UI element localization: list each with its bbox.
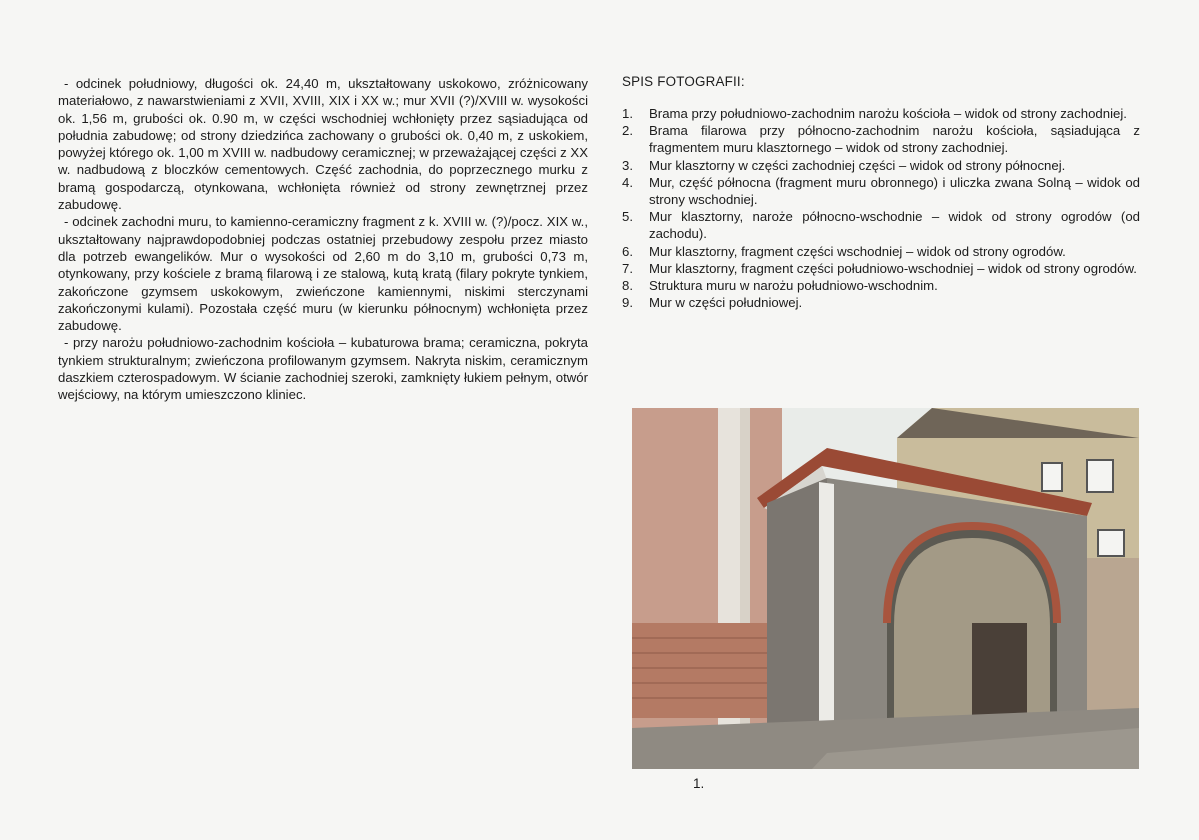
photo-list-column <box>622 74 1140 311</box>
photo-caption: 1. <box>693 776 705 791</box>
paragraph-gate: - przy narożu południowo-zachodnim kościoła – kubaturowa brama; ceramiczna, pokryta tynkiem strukturalnym; zwieńczona profilowanym gzymsem. Nakryta niskim, ceramicznym daszkiem czterospadowym. W ścianie zachodniej szeroki, zamknięty łukiem pełnym, otwór wejściowy, na którym umieszczono kliniec. <box>58 335 588 403</box>
list-item: 1. Brama przy południowo-zachodnim narożu kościoła – widok od strony zachodniej. <box>622 106 1127 121</box>
paragraph-west-section: - odcinek zachodni muru, to kamienno-ceramiczny fragment z k. XVIII w. (?)/pocz. XIX w., ukształtowany najprawdopodobniej podczas ostatniej przebudowy zespołu przez miasto dla potrzeb ewangelików. Mur o wysokości od 2,60 m do 3,10 m, grubości 0,73 m, otynkowany, przy kościele z bramą filarową i ze stalową, kutą kratą (filary pokryte tynkiem, zakończone gzymsem uskokowym, zwieńczone kamiennymi, niskimi sterczynami zakończonymi kulami). Pozostała część muru (w kierunku północnym) wchłonięta przez zabudowę. <box>58 214 588 334</box>
paragraph-south-section: - odcinek południowy, długości ok. 24,40 m, ukształtowany uskokowo, zróżnicowany materiałowo, z nawarstwieniami z XVII, XVIII, XIX i XX w.; mur XVII (?)/XVIII w. wysokości ok. 1,56 m, grubości ok. 0.90 m, w części wschodniej wchłonięty przez sąsiadująca od południa zabudowę; od strony dziedzińca zachowany o grubości ok. 0,40 m, z uskokiem, powyżej którego ok. 1,00 m XVIII w. nadbudowy ceramicznej; w przeważającej części z XX w. nadbudową z bloczków cementowych. Część zachodnia, do poprzecznego murku z bramą gospodarczą, otynkowana, wchłonięta również od strony zewnętrznej przez zabudowę. <box>58 76 588 213</box>
list-item: 5. Mur klasztorny, naroże północno-wschodnie – widok od strony ogrodów (od zachodu). <box>622 209 1140 242</box>
list-item: 6. Mur klasztorny, fragment części wschodniej – widok od strony ogrodów. <box>622 243 1066 259</box>
list-item: 2. Brama filarowa przy północno-zachodnim narożu kościoła, sąsiadująca z fragmentem muru klasztornego – widok od strony zachodniej. <box>622 123 1140 156</box>
list-item: 4. Mur, część północna (fragment muru obronnego) i uliczka zwana Solną – widok od strony wschodniej. <box>622 174 1140 208</box>
gate-photograph <box>632 408 1139 769</box>
photo-list-heading: SPIS FOTOGRAFII: <box>622 74 745 89</box>
list-item: 9. Mur w części południowej. <box>622 295 803 311</box>
gate-photograph-illustration <box>632 408 1139 769</box>
description-text-column <box>58 75 588 404</box>
list-item: 3. Mur klasztorny w części zachodniej części – widok od strony północnej. <box>622 157 1066 173</box>
photo-list <box>622 105 1140 311</box>
list-item: 7. Mur klasztorny, fragment części południowo-wschodniej – widok od strony ogrodów. <box>622 260 1137 276</box>
list-item: 8. Struktura muru w narożu południowo-wschodnim. <box>622 278 938 294</box>
